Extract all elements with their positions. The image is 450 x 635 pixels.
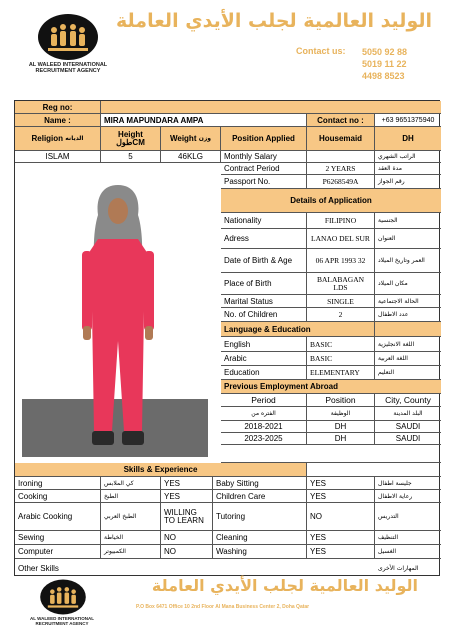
skill-babysitting-ar: جليسة اطفال — [375, 477, 441, 490]
height-header — [101, 127, 161, 151]
monthly-salary-ar: الراتب الشهري — [375, 151, 441, 163]
marital-status-value: SINGLE — [307, 295, 375, 308]
skill-computer-value: NO — [161, 545, 213, 559]
footer-agency-line1: AL WALEED INTERNATIONAL — [29, 616, 95, 621]
skill-sewing-label: Sewing — [15, 531, 101, 545]
application-form — [14, 100, 440, 576]
dob-age-value: 06 APR 1993 32 — [307, 249, 375, 273]
english-value: BASIC — [307, 337, 375, 352]
english-ar: اللغة الانجليزية — [375, 337, 441, 352]
place-of-birth-ar: مكان الميلاد — [375, 273, 441, 295]
nationality-label: Nationality — [221, 213, 307, 229]
skill-babysitting-value: YES — [307, 477, 375, 490]
place-of-birth-label: Place of Birth — [221, 273, 307, 295]
reg-no-label: Reg no: — [15, 101, 101, 114]
other-skills-label: Other Skills — [18, 563, 59, 573]
height-value: 5 — [101, 151, 161, 163]
address-ar: العنوان — [375, 229, 441, 249]
children-value: 2 — [307, 308, 375, 322]
weight-label-ar: وزن — [198, 135, 212, 142]
skill-tutoring-label: Tutoring — [213, 503, 307, 531]
dob-age-ar: العمر وتاريخ الميلاد — [375, 249, 441, 273]
agency-name-line2: RECRUITMENT AGENCY — [35, 68, 101, 74]
contract-period-ar: مدة العقد — [375, 163, 441, 175]
arabic-agency-title: الوليد العالمية لجلب الأيدي العاملة — [116, 10, 432, 32]
skill-cleaning-label: Cleaning — [213, 531, 307, 545]
skill-cooking-value: YES — [161, 490, 213, 503]
footer-agency-line2: RECRUITMENT AGENCY — [35, 621, 89, 626]
position-code: DH — [375, 127, 441, 151]
arabic-ar: اللغة العربية — [375, 352, 441, 366]
weight-header — [161, 127, 221, 151]
religion-label: Religion — [31, 134, 64, 143]
phone-number[interactable]: 4498 8523 — [362, 71, 405, 81]
religion-value: ISLAM — [15, 151, 101, 163]
marital-status-label: Marital Status — [221, 295, 307, 308]
contract-period-value: 2 YEARS — [307, 163, 375, 175]
employment-row-position: DH — [307, 433, 375, 445]
position-applied-value: Housemaid — [307, 127, 375, 151]
weight-value: 46KLG — [161, 151, 221, 163]
skills-section-title: Skills & Experience — [15, 463, 307, 477]
skill-arabic-cooking-label: Arabic Cooking — [15, 503, 101, 531]
children-ar: عدد الاطفال — [375, 308, 441, 322]
contact-no-label: Contact no : — [307, 114, 375, 127]
name-label: Name : — [15, 114, 101, 127]
skill-ironing-label: Ironing — [15, 477, 101, 490]
employment-row-period: 2023-2025 — [221, 433, 307, 445]
address-value: LANAO DEL SUR — [307, 229, 375, 249]
employment-header-city: City, County — [375, 394, 441, 407]
dob-age-label: Date of Birth & Age — [221, 249, 307, 273]
employment-header-city-ar: البلد المدينة — [375, 407, 441, 421]
employment-header-period-ar: الفتره من — [221, 407, 307, 421]
employment-empty-row — [221, 445, 441, 463]
religion-header — [15, 127, 101, 151]
skill-ironing-value: YES — [161, 477, 213, 490]
children-label: No. of Children — [221, 308, 307, 322]
arabic-label: Arabic — [221, 352, 307, 366]
height-unit: طولCM — [116, 137, 145, 147]
education-value: ELEMENTARY — [307, 366, 375, 380]
footer — [0, 576, 450, 635]
skill-sewing-ar: الخياطة — [101, 531, 161, 545]
contact-us-label: Contact us: — [296, 46, 346, 56]
skill-computer-ar: الكمبيوتر — [101, 545, 161, 559]
contact-no-value: +63 9651375940 — [375, 114, 441, 127]
agency-logo-icon — [36, 12, 100, 62]
other-skills-ar: المهارات الأخرى — [378, 564, 419, 572]
skill-tutoring-ar: التدريس — [375, 503, 441, 531]
applicant-figure-icon — [78, 181, 158, 453]
skill-tutoring-value: NO — [307, 503, 375, 531]
skill-washing-label: Washing — [213, 545, 307, 559]
skill-cooking-ar: الطبخ — [101, 490, 161, 503]
footer-arabic-title: الوليد العالمية لجلب الأيدي العاملة — [151, 576, 418, 595]
skill-arabic-cooking-ar: الطبخ العربي — [101, 503, 161, 531]
phone-number[interactable]: 5019 11 22 — [362, 59, 407, 69]
skill-childcare-value: YES — [307, 490, 375, 503]
employment-section-title: Previous Employment Abroad — [221, 380, 441, 394]
education-label: Education — [221, 366, 307, 380]
passport-no-ar: رقم الجواز — [375, 175, 441, 189]
place-of-birth-value: BALABAGAN LDS — [307, 273, 375, 295]
employment-row-city: SAUDI — [375, 421, 441, 433]
employment-header-period: Period — [221, 394, 307, 407]
name-value: MIRA MAPUNDARA AMPA — [101, 114, 307, 127]
skill-babysitting-label: Baby Sitting — [213, 477, 307, 490]
skill-sewing-value: NO — [161, 531, 213, 545]
education-ar: التعليم — [375, 366, 441, 380]
passport-no-label: Passport No. — [221, 175, 307, 189]
nationality-ar: الجنسية — [375, 213, 441, 229]
header — [0, 0, 450, 92]
arabic-value: BASIC — [307, 352, 375, 366]
skills-header-spacer — [307, 463, 441, 477]
employment-row-city: SAUDI — [375, 433, 441, 445]
employment-row-position: DH — [307, 421, 375, 433]
phone-number[interactable]: 5050 92 88 — [362, 47, 408, 57]
skill-washing-value: YES — [307, 545, 375, 559]
skill-cleaning-value: YES — [307, 531, 375, 545]
employment-header-position: Position — [307, 394, 375, 407]
agency-name — [8, 62, 128, 74]
applicant-photo — [16, 163, 213, 463]
phone-list — [362, 46, 442, 82]
reg-no-value — [101, 101, 441, 114]
footer-agency-name — [12, 616, 112, 626]
skill-arabic-cooking-value: WILLING TO LEARN — [161, 503, 213, 531]
details-section-title: Details of Application — [221, 189, 441, 213]
monthly-salary-label: Monthly Salary — [221, 151, 307, 163]
religion-label-ar: الديانه — [65, 135, 84, 142]
contract-period-label: Contract Period — [221, 163, 307, 175]
height-label: Height — [118, 129, 143, 139]
skill-computer-label: Computer — [15, 545, 101, 559]
agency-name-line1: AL WALEED INTERNATIONAL — [28, 62, 108, 68]
monthly-salary-value — [307, 151, 375, 163]
position-applied-label: Position Applied — [221, 127, 307, 151]
marital-status-ar: الحالة الاجتماعية — [375, 295, 441, 308]
weight-label: Weight — [169, 134, 197, 143]
skill-washing-ar: الغسيل — [375, 545, 441, 559]
skill-childcare-ar: رعاية الاطفال — [375, 490, 441, 503]
address-label: Adress — [221, 229, 307, 249]
employment-row-period: 2018-2021 — [221, 421, 307, 433]
footer-address: P.O Box 6471 Office 10 2nd Floor Al Mana Business Center 2, Doha Qatar — [136, 604, 310, 610]
passport-no-value: P6268549A — [307, 175, 375, 189]
language-section-spacer — [375, 322, 441, 337]
skill-cleaning-ar: التنظيف — [375, 531, 441, 545]
footer-logo-icon — [38, 578, 88, 616]
skill-childcare-label: Children Care — [213, 490, 307, 503]
nationality-value: FILIPINO — [307, 213, 375, 229]
skill-cooking-label: Cooking — [15, 490, 101, 503]
english-label: English — [221, 337, 307, 352]
skill-ironing-ar: كي الملابس — [101, 477, 161, 490]
employment-header-position-ar: الوظيفة — [307, 407, 375, 421]
language-section-title: Language & Education — [221, 322, 375, 337]
